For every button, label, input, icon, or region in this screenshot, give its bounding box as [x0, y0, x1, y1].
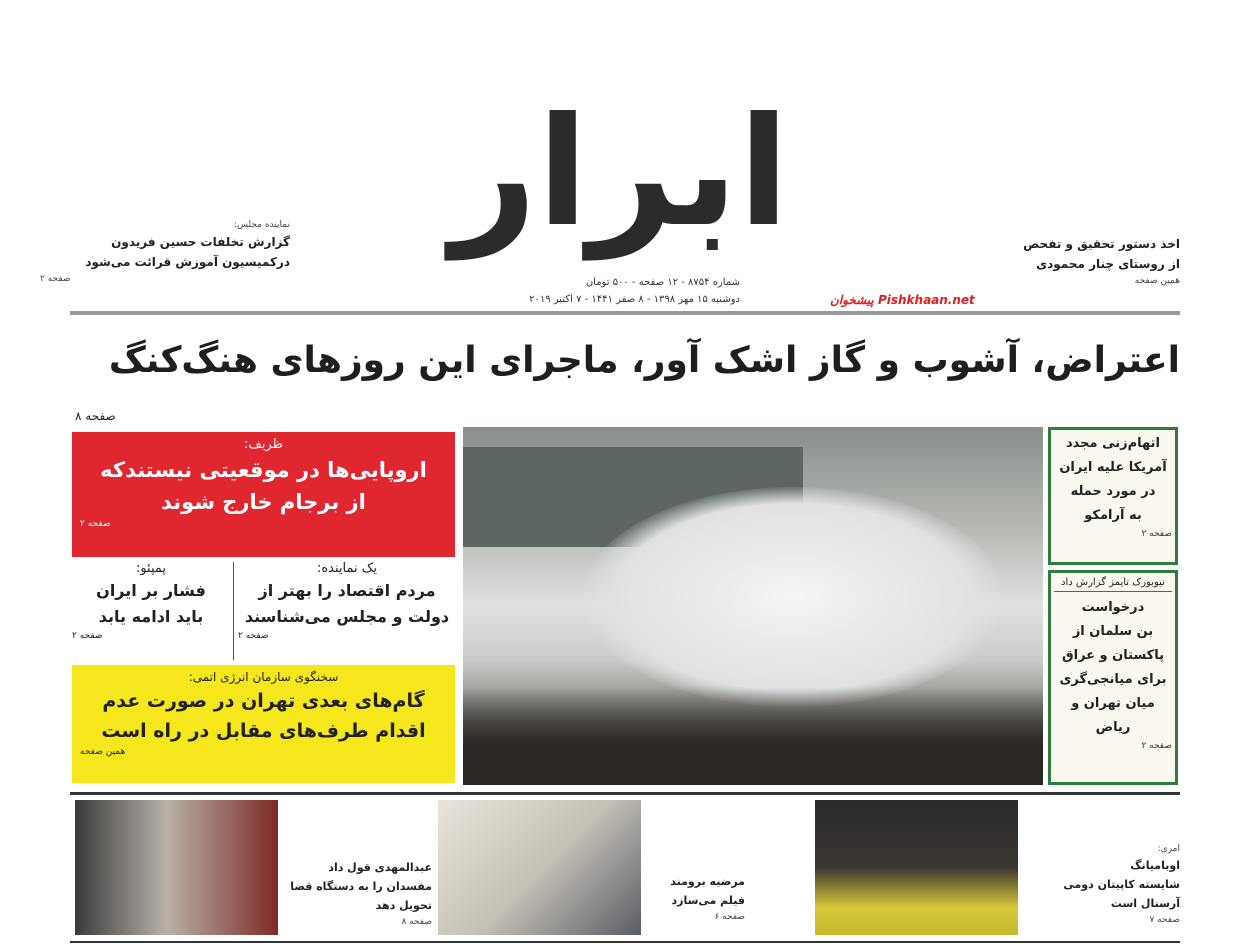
right-teaser[interactable]: [960, 234, 1180, 288]
yellow-story-box[interactable]: [72, 665, 455, 783]
photo-boroumand[interactable]: [438, 800, 641, 935]
watermark: [830, 292, 975, 308]
page-ref: صفحه ۲: [40, 274, 71, 284]
photo-abdul-mahdi[interactable]: [75, 800, 278, 935]
kicker: نماینده مجلس:: [233, 220, 290, 230]
story-line: اتهام‌زنی مجدد: [1066, 436, 1160, 451]
divider: [70, 792, 1180, 795]
masthead-logo: ابرار: [450, 86, 790, 260]
kicker: پمپئو:: [135, 561, 167, 576]
crowd-shape: [463, 687, 1043, 785]
page-ref: صفحه ۲: [80, 519, 111, 529]
kicker: یک نماینده:: [316, 561, 378, 576]
page-ref: صفحه ۲: [72, 631, 103, 641]
story-line: مفسدان را به دستگاه قضا: [290, 880, 432, 893]
story-line: مردم اقتصاد را بهتر از: [258, 581, 436, 600]
story-line: بن سلمان از: [1072, 624, 1154, 639]
column-divider: [233, 562, 234, 660]
story-representative[interactable]: [238, 560, 456, 643]
kicker: امری:: [1157, 844, 1180, 854]
story-line: مرضیه برومند: [670, 875, 745, 888]
left-teaser[interactable]: [40, 218, 290, 286]
page-ref: صفحه ۲: [238, 631, 269, 641]
page-ref: همین صفحه: [80, 747, 126, 757]
page-ref: صفحه ۲: [1141, 741, 1172, 751]
story-line: باید ادامه یابد: [98, 607, 204, 626]
page-ref: صفحه ۸: [401, 917, 432, 927]
story-line: آرسنال است: [1110, 897, 1180, 910]
hong-kong-protest-photo[interactable]: [463, 427, 1043, 785]
story-line: میان تهران و ریاض: [1071, 696, 1155, 735]
bottom-story-2[interactable]: [645, 872, 745, 924]
issue-info: [470, 274, 740, 308]
story-line: آمریکا علیه ایران: [1059, 460, 1167, 475]
main-headline[interactable]: اعتراض، آشوب و گاز اشک آور، ماجرای این روزهای هنگ‌کنگ: [108, 340, 1180, 381]
issue-line: شماره ۸۷۵۴ - ۱۲ صفحه - ۵۰۰ تومان: [585, 277, 740, 288]
teaser-line: گزارش تخلفات حسین فریدون: [111, 235, 290, 249]
story-line: به آرامکو: [1084, 508, 1142, 523]
story-line: دولت و مجلس می‌شناسند: [244, 607, 450, 626]
green-story-box-mediation[interactable]: [1048, 570, 1178, 785]
story-line: فیلم می‌سازد: [671, 894, 745, 907]
bottom-divider: [70, 941, 1180, 943]
story-line: درخواست: [1081, 600, 1145, 615]
page-ref: صفحه ۲: [1141, 529, 1172, 539]
teaser-line: درکمیسیون آموزش قرائت می‌شود: [85, 255, 290, 269]
page-ref: همین صفحه: [1134, 276, 1180, 286]
kicker: سخنگوی سازمان انرژی اتمی:: [188, 670, 339, 684]
date-line: دوشنبه ۱۵ مهر ۱۳۹۸ - ۸ صفر ۱۴۴۱ - ۷ اکتبر ۲۰۱۹: [529, 294, 740, 305]
page-ref: صفحه ۶: [714, 912, 745, 922]
story-line: اوبامیانگ: [1130, 859, 1180, 872]
story-line: فشار بر ایران: [96, 581, 206, 600]
kicker: نیویورک تایمز گزارش داد: [1054, 575, 1172, 592]
story-line: تحویل دهد: [375, 899, 432, 912]
story-line: در مورد حمله: [1070, 484, 1156, 499]
story-line: شایسته کاپیتان دومی: [1063, 878, 1180, 891]
bottom-story-3[interactable]: [1022, 842, 1180, 927]
red-story-box[interactable]: [72, 432, 455, 557]
story-line: گام‌های بعدی تهران در صورت عدم: [102, 690, 425, 712]
tear-gas-cloud: [583, 487, 1003, 707]
story-line: اقدام طرف‌های مقابل در راه است: [101, 720, 426, 742]
teaser-line: اخذ دستور تحقیق و تفحص: [1023, 237, 1180, 251]
story-line: برای میانجی‌گری: [1059, 672, 1167, 687]
story-pompeo[interactable]: [72, 560, 230, 643]
bottom-story-1[interactable]: [282, 858, 432, 929]
watermark-en: Pishkhaan.net: [877, 293, 975, 307]
photo-aubameyang[interactable]: [815, 800, 1018, 935]
kicker: ظریف:: [244, 437, 283, 452]
page-ref: صفحه ۷: [1149, 915, 1180, 925]
story-line: پاکستان و عراق: [1061, 648, 1164, 663]
teaser-line: از روستای چنار محمودی: [1036, 257, 1180, 271]
story-line: اروپایی‌ها در موقعیتی نیستندکه: [100, 458, 427, 482]
story-line: عبدالمهدی قول داد: [328, 861, 432, 874]
story-line: از برجام خارج شوند: [161, 490, 366, 514]
green-story-box-aramco[interactable]: [1048, 427, 1178, 565]
headline-page-ref: صفحه ۸: [75, 409, 116, 423]
watermark-fa: پیشخوان: [830, 293, 874, 307]
divider: [70, 311, 1180, 315]
